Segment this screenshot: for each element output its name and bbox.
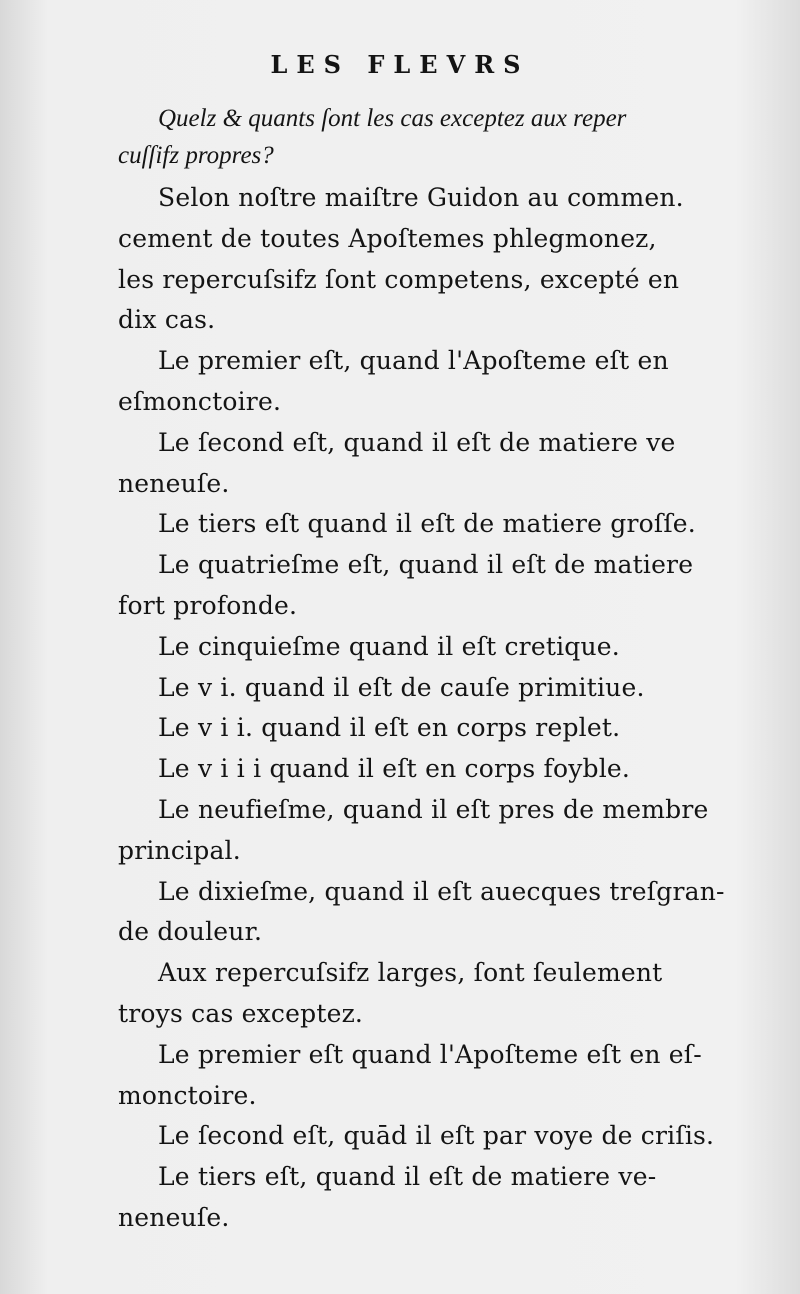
text-line: Le cinquieſme quand il eſt cretique. xyxy=(158,631,620,661)
text-line: Le quatrieſme eſt, quand il eſt de matiere xyxy=(158,550,694,580)
question-line-1: Quelz & quants ſont les cas exceptez aux reper xyxy=(158,105,627,132)
text-line: Le premier eſt, quand l'Apoſteme eſt en xyxy=(158,346,669,376)
text-line: Le ſecond eſt, quād il eſt par voye de criſis. xyxy=(158,1121,715,1151)
text-lines xyxy=(118,178,790,1239)
text-line: Le v i i. quand il eſt en corps replet. xyxy=(158,713,621,743)
text-line: Le premier eſt quand l'Apoſteme eſt en eſ- xyxy=(158,1039,702,1069)
text-line: Le tiers eſt quand il eſt de matiere groſſe. xyxy=(158,509,696,539)
text-line: Le v i i i quand il eſt en corps foyble. xyxy=(158,754,631,784)
text-line: dix cas. xyxy=(118,305,216,335)
text-line: Aux repercuſsifz larges, ſont ſeulement xyxy=(158,958,663,988)
text-line: Le ſecond eſt, quand il eſt de matiere ve xyxy=(158,427,676,457)
text-line: cement de toutes Apoſtemes phlegmonez, xyxy=(118,223,657,253)
text-line: Le neufieſme, quand il eſt pres de membre xyxy=(158,794,709,824)
text-line: Selon noſtre maiſtre Guidon au commen. xyxy=(158,183,684,212)
text-line: monctoire. xyxy=(118,1080,257,1110)
text-line: de douleur. xyxy=(118,917,263,947)
text-line: les repercuſsifz ſont competens, excepté en xyxy=(118,264,680,294)
text-line: troys cas exceptez. xyxy=(118,998,364,1028)
text-line: eſmonctoire. xyxy=(118,386,282,416)
text-line: neneuſe. xyxy=(118,468,230,498)
running-header: LES FLEVRS xyxy=(270,50,530,79)
text-line: neneuſe. xyxy=(118,1202,230,1232)
text-line: fort profonde. xyxy=(118,590,298,620)
question-heading xyxy=(118,100,790,174)
text-line: Le v i. quand il eſt de cauſe primitiue. xyxy=(158,672,645,702)
text-line: principal. xyxy=(118,835,241,865)
text-line: Le dixieſme, quand il eſt auecques treſgran- xyxy=(158,876,725,906)
question-line-2: cuſſifz propres? xyxy=(118,142,274,169)
text-line: Le tiers eſt, quand il eſt de matiere ve- xyxy=(158,1162,657,1192)
page-body xyxy=(118,100,790,1239)
